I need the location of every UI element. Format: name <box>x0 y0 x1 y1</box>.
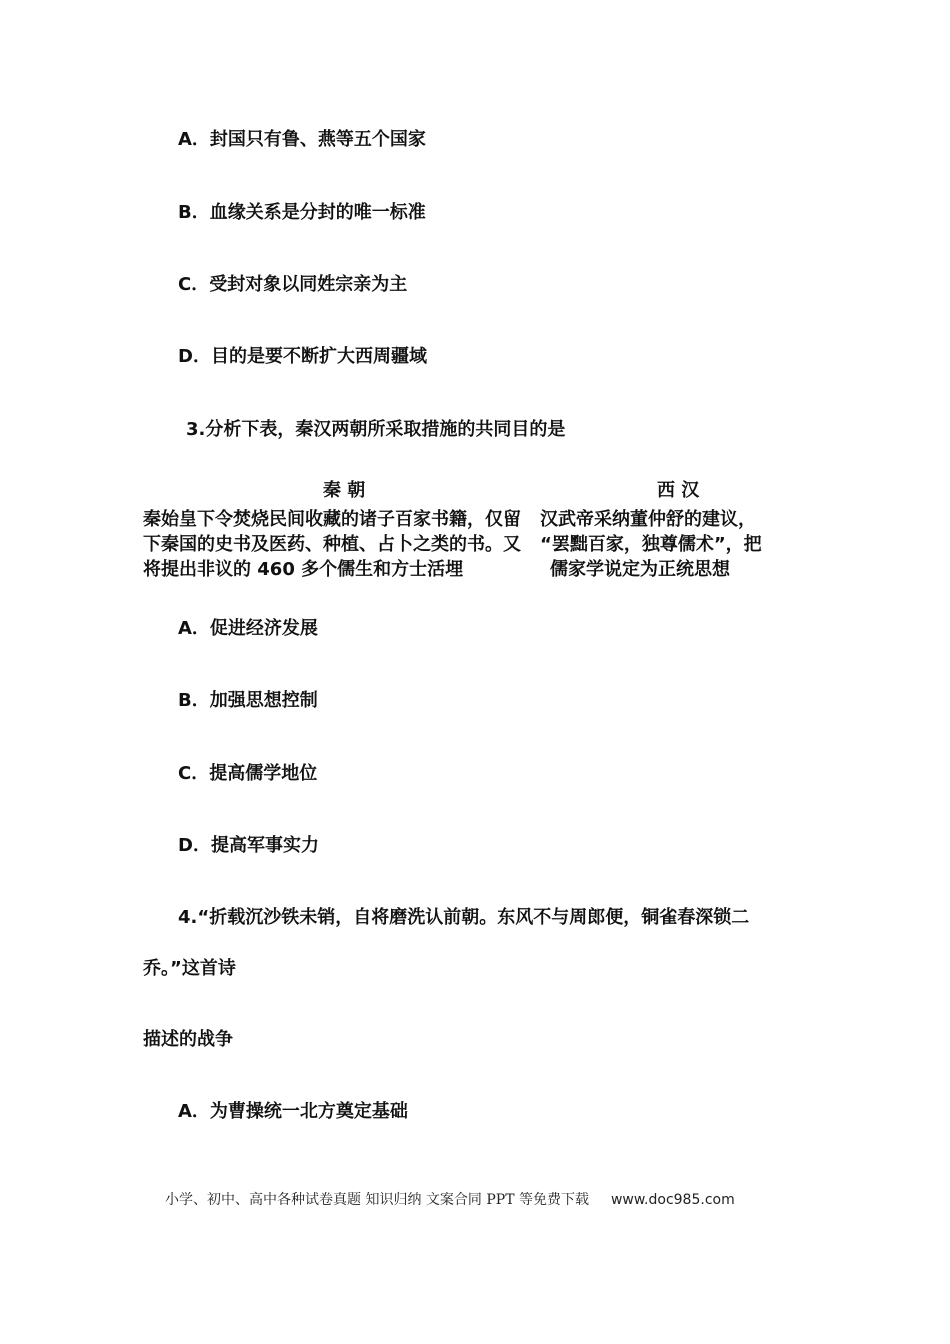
q3-table-cell-qin-line1: 秦始皇下令焚烧民间收藏的诸子百家书籍，仅留 <box>143 509 521 530</box>
q2-option-a: A．封国只有鲁、燕等五个国家 <box>178 129 426 150</box>
q3-option-a: A．促进经济发展 <box>178 618 318 639</box>
q3-option-b: B．加强思想控制 <box>178 690 318 711</box>
footer-url[interactable]: www.doc985.com <box>610 1192 735 1208</box>
q4-stem-line2: 乔。”这首诗 <box>143 958 236 979</box>
q3-table-header-xihan: 西 汉 <box>657 480 700 501</box>
q3-table-cell-qin-line2: 下秦国的史书及医药、种植、占卜之类的书。又 <box>143 534 521 555</box>
q3-table-cell-xihan-line1: 汉武帝采纳董仲舒的建议， <box>540 509 756 530</box>
q2-option-b: B．血缘关系是分封的唯一标准 <box>178 202 426 223</box>
q2-option-d: D．目的是要不断扩大西周疆域 <box>178 346 427 367</box>
q3-table-header-qin: 秦 朝 <box>323 480 366 501</box>
q3-table-cell-xihan-line3: 儒家学说定为正统思想 <box>550 559 730 580</box>
q3-table-cell-xihan-line2: “罢黜百家，独尊儒术”，把 <box>540 534 762 555</box>
q3-stem: 3.分析下表，秦汉两朝所采取措施的共同目的是 <box>186 419 566 440</box>
q2-option-c: C．受封对象以同姓宗亲为主 <box>178 274 408 295</box>
q3-option-c: C．提高儒学地位 <box>178 763 318 784</box>
q4-option-a: A．为曹操统一北方奠定基础 <box>178 1101 408 1122</box>
q4-stem-line3: 描述的战争 <box>143 1029 233 1050</box>
page-footer <box>165 1190 735 1210</box>
q3-option-d: D．提高军事实力 <box>178 835 319 856</box>
q3-table-cell-qin-line3: 将提出非议的 460 多个儒生和方士活埋 <box>143 559 464 580</box>
q4-stem-line1: 4.“折载沉沙铁未销，自将磨洗认前朝。东风不与周郎便，铜雀春深锁二 <box>178 907 750 928</box>
footer-text: 小学、初中、高中各种试卷真题 知识归纳 文案合同 PPT 等免费下载 <box>165 1192 589 1208</box>
